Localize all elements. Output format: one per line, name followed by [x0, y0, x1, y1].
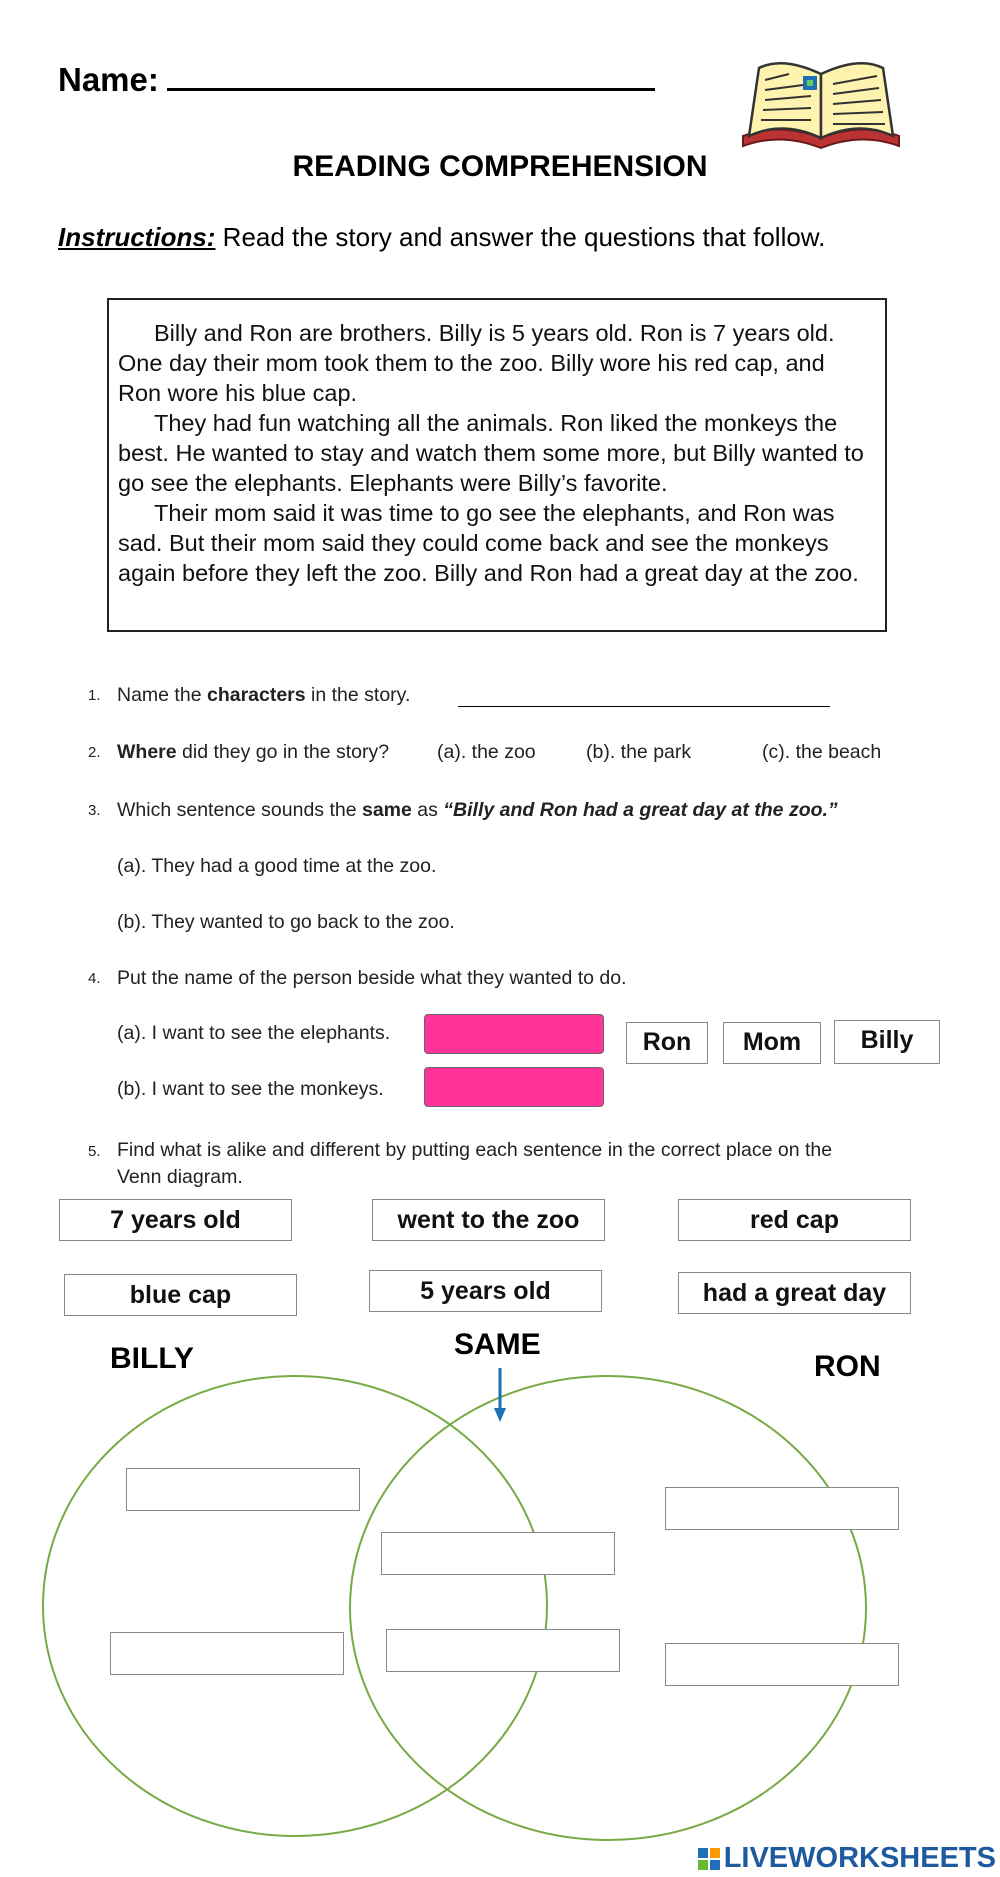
venn-drop-slot-ron-2[interactable] [665, 1643, 899, 1686]
story-paragraph: Billy and Ron are brothers. Billy is 5 years old. Ron is 7 years old. One day their mom took them to the zoo. Billy wore his red cap, and Ron wore his blue cap. [118, 320, 835, 406]
draggable-choice-mom[interactable]: Mom [723, 1022, 821, 1064]
q4-drop-target-b[interactable] [424, 1067, 604, 1107]
q3-text-mid: as [411, 799, 444, 821]
q3-quote: “Billy and Ron had a great day at the zoo.” [443, 799, 838, 821]
q2-text: did they go in the story? [176, 741, 390, 763]
q3-option-b[interactable]: (b). They wanted to go back to the zoo. [117, 911, 455, 933]
question-number: 5. [88, 1143, 101, 1160]
question-number: 1. [88, 687, 101, 704]
question-5-line1: Find what is alike and different by putting each sentence in the correct place on the [117, 1139, 833, 1161]
venn-drop-slot-billy-1[interactable] [126, 1468, 360, 1511]
venn-drop-slot-billy-2[interactable] [110, 1632, 344, 1675]
q2-option-c[interactable]: (c). the beach [762, 741, 882, 763]
q2-option-a[interactable]: (a). the zoo [437, 741, 536, 763]
venn-drop-slot-same-1[interactable] [381, 1532, 615, 1575]
draggable-choice-billy[interactable]: Billy [834, 1020, 940, 1064]
draggable-tile-blue-cap[interactable]: blue cap [64, 1274, 297, 1316]
q4-item-b: (b). I want to see the monkeys. [117, 1078, 384, 1100]
liveworksheets-logo [698, 1842, 996, 1875]
q2-option-b[interactable]: (b). the park [586, 741, 692, 763]
question-number: 3. [88, 802, 101, 819]
draggable-choice-ron[interactable]: Ron [626, 1022, 708, 1064]
q1-bold: characters [206, 684, 306, 706]
question-3 [117, 799, 838, 822]
draggable-tile-had-a-great-day[interactable]: had a great day [678, 1272, 911, 1314]
name-label: Name: [58, 61, 159, 98]
question-2 [117, 741, 389, 764]
venn-label-same: SAME [454, 1328, 541, 1361]
draggable-tile-red-cap[interactable]: red cap [678, 1199, 911, 1241]
venn-drop-slot-same-2[interactable] [386, 1629, 620, 1672]
logo-text: LIVEWORKSHEETS [723, 1842, 996, 1874]
question-number: 4. [88, 970, 101, 987]
q3-text-pre: Which sentence sounds the [117, 799, 362, 821]
q1-answer-input[interactable] [458, 706, 830, 707]
q2-bold: Where [117, 741, 177, 763]
venn-diagram [0, 1360, 1000, 1850]
q1-text-pre: Name the [117, 684, 207, 706]
venn-circle-ron [350, 1376, 866, 1840]
open-book-icon [737, 58, 905, 152]
instructions-label: Instructions: [58, 222, 216, 252]
venn-label-billy: BILLY [110, 1342, 194, 1375]
venn-label-ron: RON [814, 1350, 881, 1383]
instructions [58, 222, 825, 253]
instructions-text: Read the story and answer the questions that follow. [215, 222, 826, 252]
q3-option-a[interactable]: (a). They had a good time at the zoo. [117, 855, 437, 877]
venn-drop-slot-ron-1[interactable] [665, 1487, 899, 1530]
draggable-tile-7-years-old[interactable]: 7 years old [59, 1199, 292, 1241]
question-4: Put the name of the person beside what they wanted to do. [117, 967, 627, 989]
worksheet-title: READING COMPREHENSION [292, 150, 708, 183]
story-box [107, 298, 887, 632]
q3-bold: same [361, 799, 412, 821]
question-5-line2: Venn diagram. [117, 1166, 243, 1188]
draggable-tile-5-years-old[interactable]: 5 years old [369, 1270, 602, 1312]
draggable-tile-went-to-the-zoo[interactable]: went to the zoo [372, 1199, 605, 1241]
name-blank-line [167, 60, 655, 91]
question-1 [117, 684, 410, 707]
name-field-row [58, 60, 655, 99]
question-number: 2. [88, 744, 101, 761]
q4-item-a: (a). I want to see the elephants. [117, 1022, 391, 1044]
story-paragraph: Their mom said it was time to go see the elephants, and Ron was sad. But their mom said they could come back and see the monkeys again before they left the zoo. Billy and Ron had a great day at the zoo. [118, 500, 859, 586]
story-paragraph: They had fun watching all the animals. Ron liked the monkeys the best. He wanted to stay and watch them some more, but Billy wanted to go see the elephants. Elephants were Billy’s favorite. [118, 410, 864, 496]
same-arrow-head [494, 1408, 506, 1422]
liveworksheets-logo-icon [698, 1848, 720, 1870]
q4-drop-target-a[interactable] [424, 1014, 604, 1054]
q1-text-post: in the story. [305, 684, 411, 706]
venn-circle-billy [43, 1376, 547, 1836]
